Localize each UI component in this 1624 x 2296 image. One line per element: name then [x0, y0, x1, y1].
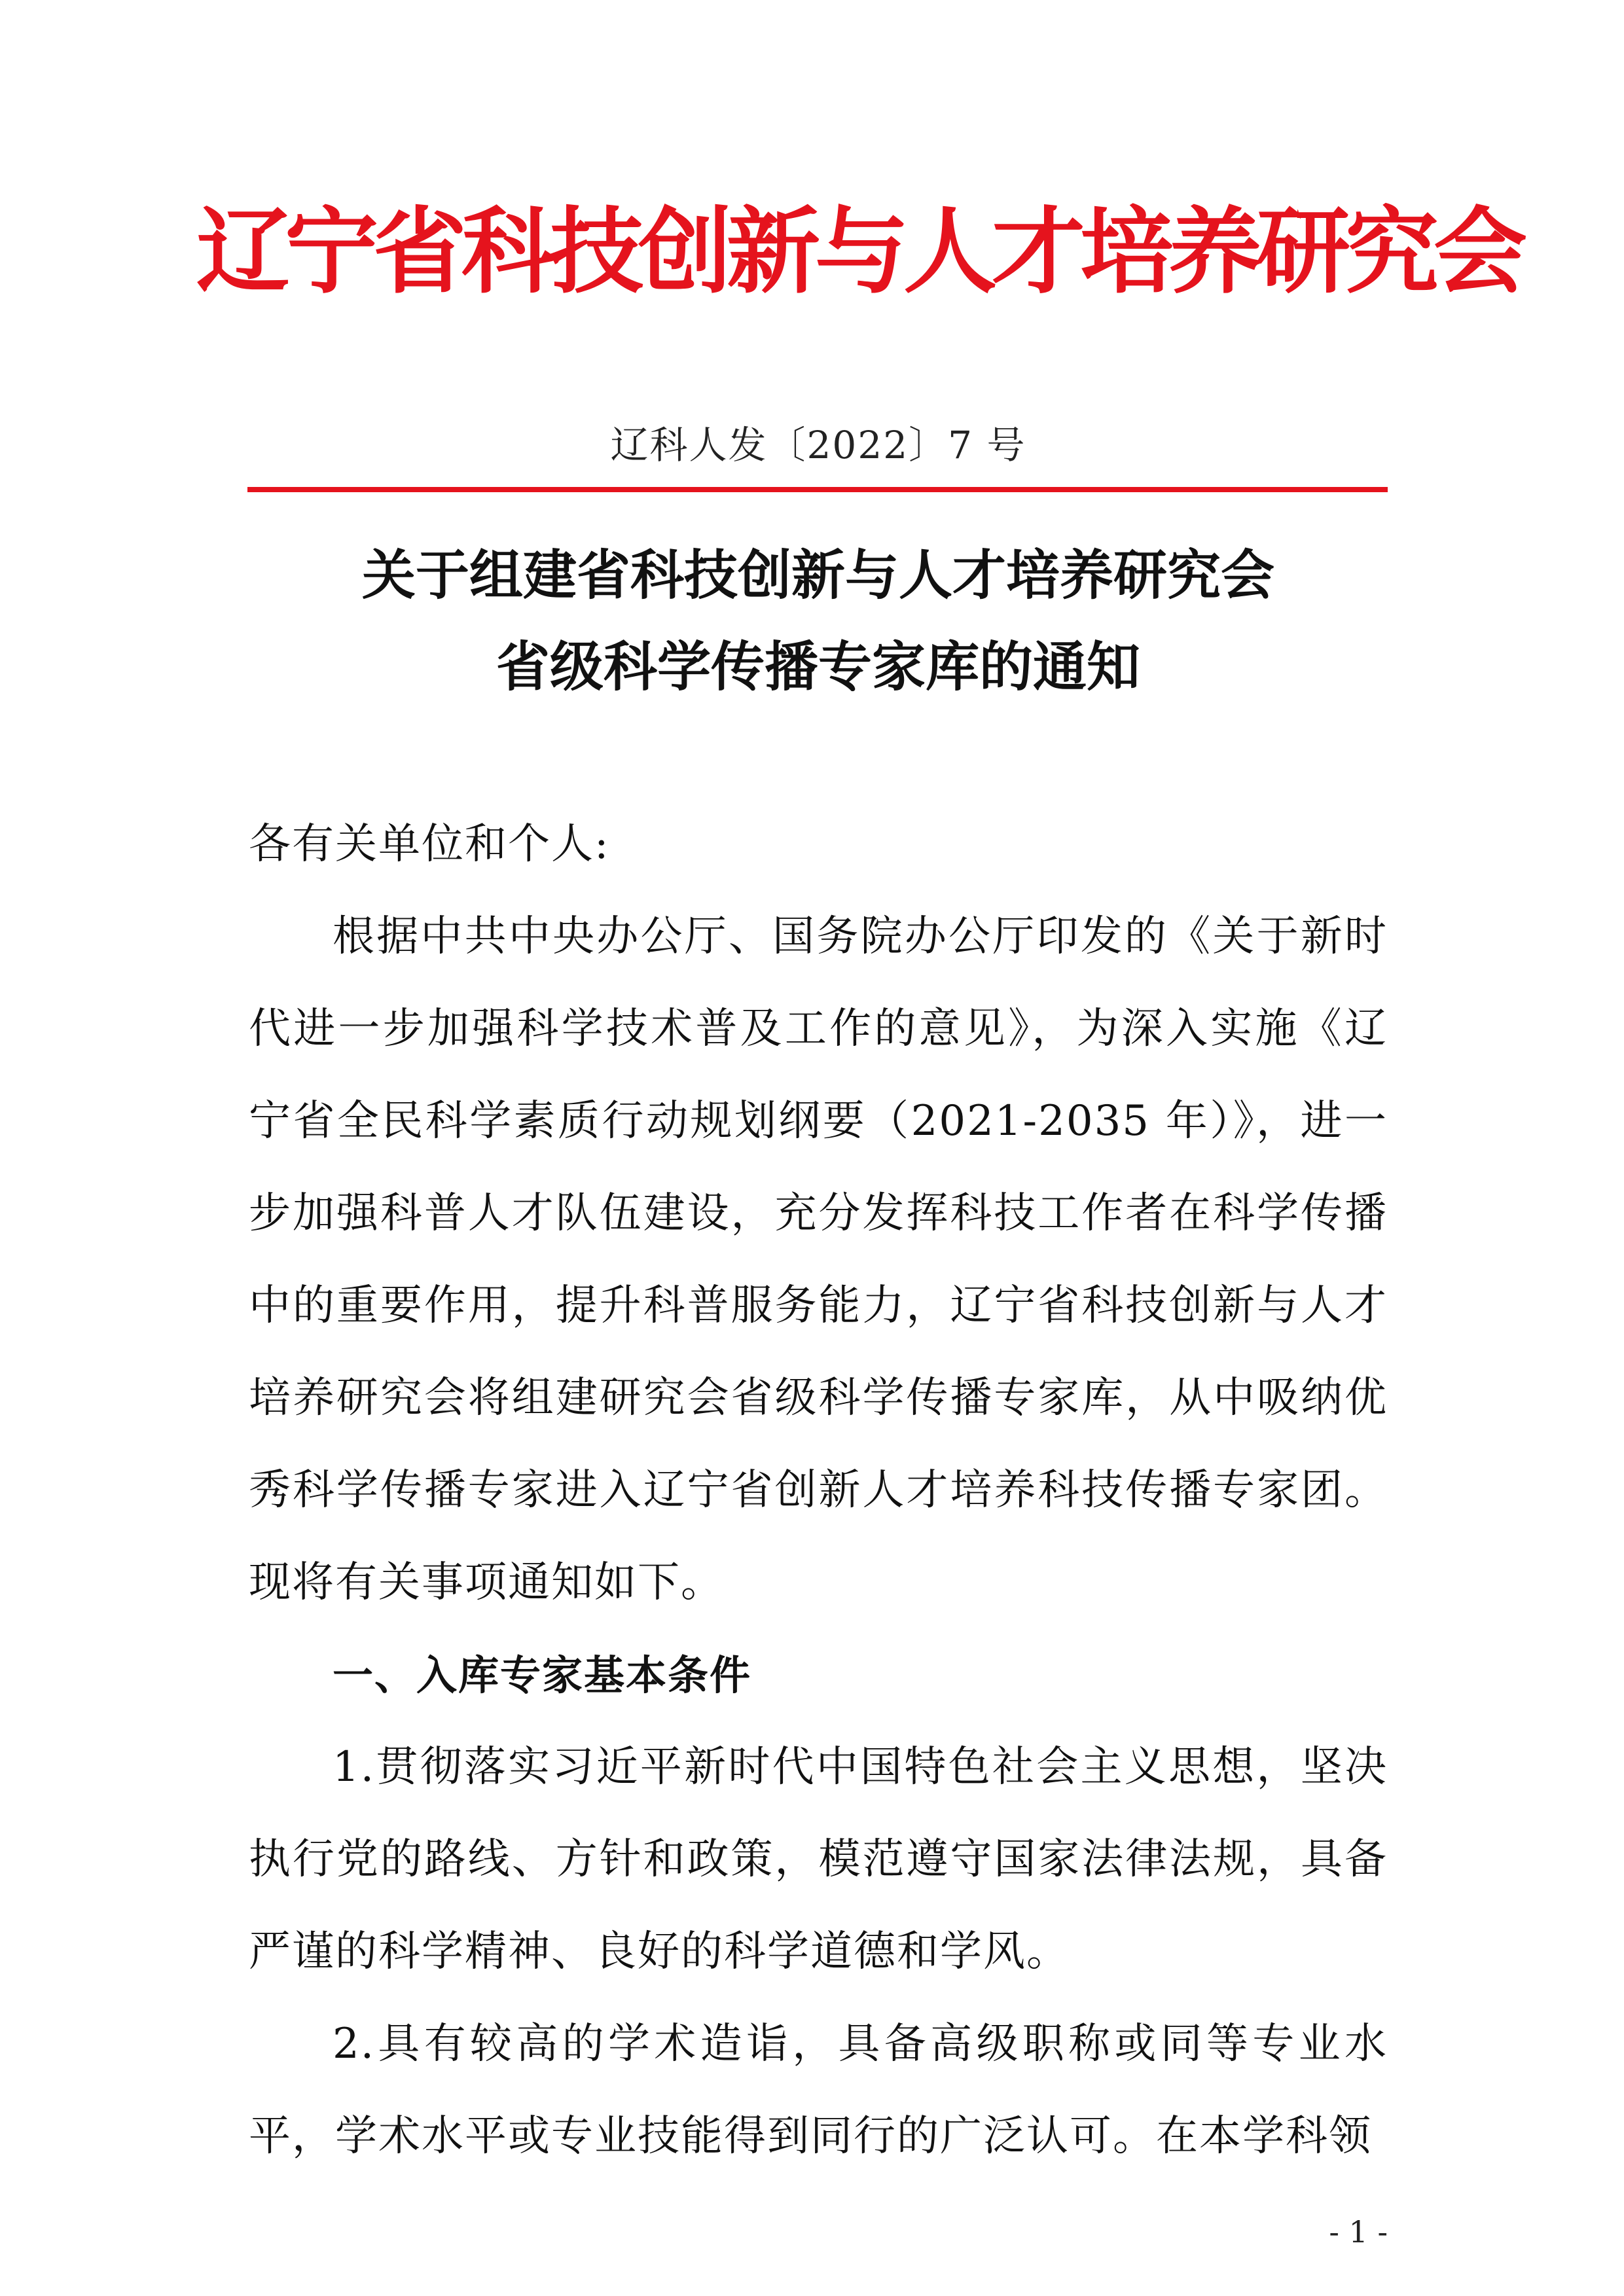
title-line-1: 关于组建省科技创新与人才培养研究会	[361, 545, 1274, 607]
document-body	[249, 798, 1388, 2183]
red-divider-line	[247, 487, 1388, 492]
condition-item-1: 1.贯彻落实习近平新时代中国特色社会主义思想，坚决执行党的路线、方针和政策，模范遵守国家法律法规，具备严谨的科学精神、良好的科学道德和学风。	[249, 1743, 1388, 1976]
section-heading-1: 一、入库专家基本条件	[333, 1651, 752, 1699]
title-line-2: 省级科学传播专家库的通知	[496, 636, 1140, 698]
condition-item-2: 2.具有较高的学术造诣，具备高级职称或同等专业水平，学术水平或专业技能得到同行的广泛认可。在本学科领	[249, 2020, 1388, 2161]
intro-paragraph: 根据中共中央办公厅、国务院办公厅印发的《关于新时代进一步加强科学技术普及工作的意见》，为深入实施《辽宁省全民科学素质行动规划纲要（2021-2035 年）》，进一步加强科普人才队伍建设，充分发挥科技工作者在科学传播中的重要作用，提升科普服务能力，辽宁省科技创新与人才培养研究会将组建研究会省级科学传播专家库，从中吸纳优秀科学传播专家进入辽宁省创新人才培养科技传播专家团。现将有关事项通知如下。	[249, 912, 1388, 1607]
page-number: - 1 -	[1329, 2214, 1388, 2250]
organization-header: 辽宁省科技创新与人才培养研究会	[196, 197, 1522, 306]
salutation: 各有关单位和个人:	[249, 820, 610, 869]
document-title	[249, 530, 1388, 713]
document-number: 辽科人发〔2022〕7 号	[610, 423, 1026, 467]
